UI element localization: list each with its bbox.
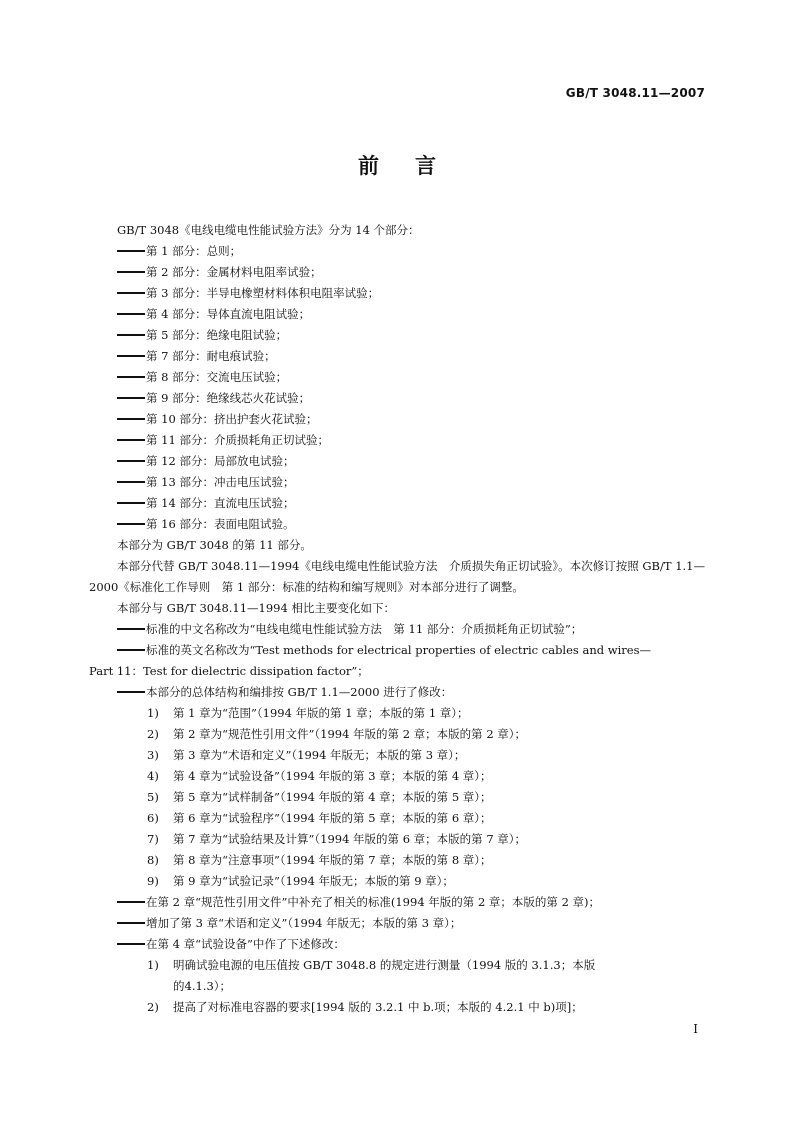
change-item-en-name-cont: Part 11：Test for dielectric dissipation factor”； [89, 664, 369, 678]
list-item: 第 16 部分：表面电阻试验。 [89, 514, 705, 535]
document-body [89, 220, 705, 1018]
change-item-ch2: 在第 2 章“规范性引用文件”中补充了相关的标准(1994 年版的第 2 章；本版的第 2 章)； [89, 892, 705, 913]
list-item: 第 1 部分：总则； [89, 241, 705, 262]
list-item: 第 5 部分：绝缘电阻试验； [89, 325, 705, 346]
list-item: 2) 第 2 章为“规范性引用文件”（1994 年版的第 2 章；本版的第 2 章）； [147, 727, 527, 741]
changes-intro: 本部分与 GB/T 3048.11—1994 相比主要变化如下： [117, 601, 395, 615]
list-item: 第 12 部分：局部放电试验； [89, 451, 705, 472]
list-item: 第 4 部分：导体直流电阻试验； [89, 304, 705, 325]
page-title: 前言 [358, 154, 472, 178]
change-item-ch3: 增加了第 3 章“术语和定义”（1994 年版无；本版的第 3 章）； [89, 913, 705, 934]
list-item-cont: 的4.1.3）； [173, 979, 232, 993]
part-statement: 本部分为 GB/T 3048 的第 11 部分。 [117, 538, 312, 552]
parts-list [89, 241, 705, 535]
list-item: 8) 第 8 章为“注意事项”（1994 年版的第 7 章；本版的第 8 章）； [147, 853, 492, 867]
list-item: 9) 第 9 章为“试验记录”（1994 年版无；本版的第 9 章）； [147, 874, 454, 888]
list-item: 第 11 部分：介质损耗角正切试验； [89, 430, 705, 451]
list-item: 第 14 部分：直流电压试验； [89, 493, 705, 514]
list-item: 1) 第 1 章为“范围”（1994 年版的第 1 章；本版的第 1 章）； [147, 706, 469, 720]
list-item: 7) 第 7 章为“试验结果及计算”（1994 年版的第 6 章；本版的第 7 章）； [147, 832, 527, 846]
list-item: 第 10 部分：挤出护套火花试验； [89, 409, 705, 430]
change-item-structure: 本部分的总体结构和编排按 GB/T 1.1—2000 进行了修改： [89, 682, 705, 703]
list-item: 4) 第 4 章为“试验设备”（1994 年版的第 3 章；本版的第 4 章）； [147, 769, 492, 783]
page-number: I [693, 1022, 698, 1036]
list-item: 第 9 部分：绝缘线芯火花试验； [89, 388, 705, 409]
chapters-list [89, 703, 705, 892]
change-item-cn-name: 标准的中文名称改为“电线电缆电性能试验方法 第 11 部分：介质损耗角正切试验”； [89, 619, 705, 640]
list-item: 2) 提高了对标准电容器的要求[1994 版的 3.2.1 中 b.项；本版的 4.2.1 中 b)项]； [147, 1000, 583, 1014]
intro-paragraph: GB/T 3048《电线电缆电性能试验方法》分为 14 个部分： [117, 223, 420, 237]
list-item: 1) 明确试验电源的电压值按 GB/T 3048.8 的规定进行测量（1994 版的 3.1.3；本版 [147, 958, 596, 972]
list-item: 6) 第 6 章为“试验程序”（1994 年版的第 5 章；本版的第 6 章）； [147, 811, 492, 825]
list-item: 第 7 部分：耐电痕试验； [89, 346, 705, 367]
list-item: 第 13 部分：冲击电压试验； [89, 472, 705, 493]
list-item: 3) 第 3 章为“术语和定义”（1994 年版无；本版的第 3 章）； [147, 748, 466, 762]
change-item-en-name: 标准的英文名称改为“Test methods for electrical properties of electric cables and wires— [89, 640, 705, 661]
list-item: 第 8 部分：交流电压试验； [89, 367, 705, 388]
replacement-paragraph: 本部分代替 GB/T 3048.11—1994《电线电缆电性能试验方法 介质损失角正切试验》。本次修订按照 GB/T 1.1—2000《标准化工作导则 第 1 部分：标准的结构和编写规则》对本部分进行了调整。 [89, 559, 705, 594]
ch4-list [89, 955, 705, 1018]
list-item: 第 2 部分：金属材料电阻率试验； [89, 262, 705, 283]
standard-code: GB/T 3048.11—2007 [565, 86, 705, 100]
change-item-ch4: 在第 4 章“试验设备”中作了下述修改： [89, 934, 705, 955]
list-item: 5) 第 5 章为“试样制备”（1994 年版的第 4 章；本版的第 5 章）； [147, 790, 492, 804]
list-item: 第 3 部分：半导电橡塑材料体积电阻率试验； [89, 283, 705, 304]
